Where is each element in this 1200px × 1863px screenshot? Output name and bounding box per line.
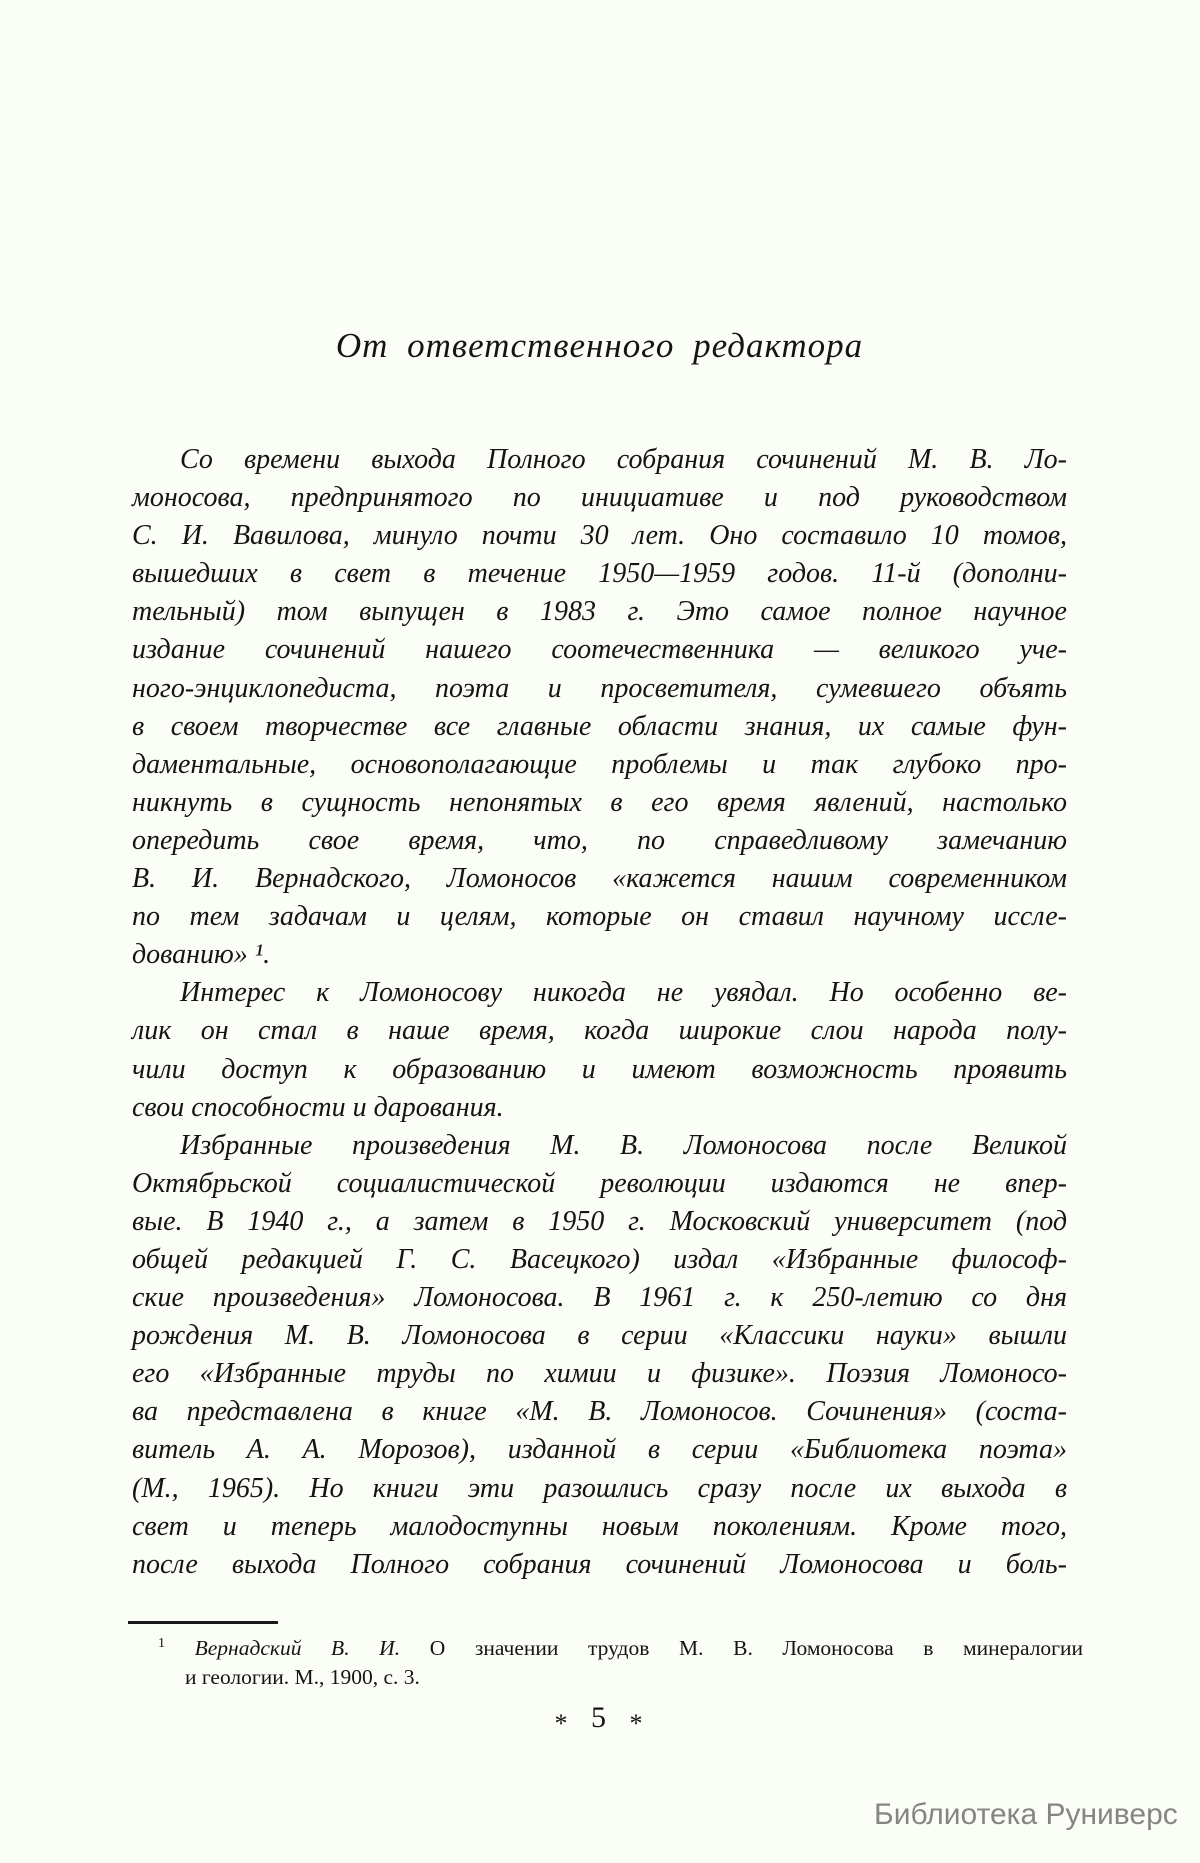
page-number: [132, 1701, 1067, 1738]
text-line: тельный) том выпущен в 1983 г. Это самое полное научное: [132, 596, 1067, 628]
text-line: дованию» ¹.: [132, 939, 271, 971]
text-line: общей редакцией Г. С. Васецкого) издал «Избранные философ-: [132, 1243, 1067, 1275]
asterisk-right: *: [629, 1709, 645, 1738]
text-line: Октябрьской социалистической революции издаются не впер-: [132, 1167, 1067, 1199]
text-line: по тем задачам и целям, которые он ставил научному иссле-: [132, 901, 1067, 933]
page-number-value: 5: [591, 1701, 608, 1734]
text-line: свет и теперь малодоступны новым поколениям. Кроме того,: [132, 1510, 1067, 1542]
text-line: рождения М. В. Ломоносова в серии «Классики науки» вышли: [132, 1320, 1067, 1352]
footnote-rule: [128, 1621, 278, 1624]
text-line: никнуть в сущность непонятых в его время явлений, настолько: [132, 786, 1067, 818]
text-line: в своем творчестве все главные области знания, их самые фун-: [132, 710, 1067, 742]
text-line: В. И. Вернадского, Ломоносов «кажется нашим современником: [132, 863, 1067, 895]
footnote-author: Вернадский В. И.: [194, 1636, 401, 1660]
text-line: (М., 1965). Но книги эти разошлись сразу после их выхода в: [132, 1472, 1067, 1504]
library-watermark: Библиотека Руниверс: [874, 1798, 1178, 1831]
text-line: даментальные, основополагающие проблемы и так глубоко про-: [132, 748, 1067, 780]
footnote-line-1: [158, 1634, 1083, 1663]
text-line: ские произведения» Ломоносова. В 1961 г. к 250-летию со дня: [132, 1282, 1067, 1314]
text-line: вышедших в свет в течение 1950—1959 годов. 11-й (дополни-: [132, 558, 1067, 590]
text-line: издание сочинений нашего соотечественника — великого уче-: [132, 634, 1067, 666]
text-line: его «Избранные труды по химии и физике». Поэзия Ломоносо-: [132, 1358, 1067, 1390]
text-line: свои способности и дарования.: [132, 1091, 504, 1123]
text-line: чили доступ к образованию и имеют возможность проявить: [132, 1053, 1067, 1085]
footnote: [158, 1634, 1083, 1691]
text-line: вые. В 1940 г., а затем в 1950 г. Московский университет (под: [132, 1205, 1067, 1237]
footnote-line-2: и геологии. М., 1900, с. 3.: [185, 1664, 420, 1689]
asterisk-left: *: [554, 1709, 570, 1738]
footnote-text: О значении трудов М. В. Ломоносова в минералогии: [400, 1636, 1084, 1660]
text-line: лик он стал в наше время, когда широкие слои народа полу-: [132, 1015, 1067, 1047]
footnote-marker: 1: [158, 1635, 165, 1651]
text-line: Со времени выхода Полного собрания сочинений М. В. Ло-: [180, 444, 1067, 475]
text-line: Избранные произведения М. В. Ломоносова после Великой: [180, 1129, 1067, 1161]
text-line: моносова, предпринятого по инициативе и под руководством: [132, 482, 1067, 514]
text-line: ва представлена в книге «М. В. Ломоносов. Сочинения» (соста-: [132, 1396, 1067, 1428]
text-line: ного-энциклопедиста, поэта и просветителя, сумевшего объять: [132, 672, 1067, 704]
text-line: после выхода Полного собрания сочинений Ломоносова и боль-: [132, 1548, 1067, 1580]
page-title: От ответственного редактора: [335, 326, 864, 365]
text-line: С. И. Вавилова, минуло почти 30 лет. Оно составило 10 томов,: [132, 520, 1067, 552]
text-line: опередить свое время, что, по справедливому замечанию: [132, 824, 1067, 856]
text-line: витель А. А. Морозов), изданной в серии «Библиотека поэта»: [132, 1434, 1067, 1466]
text-line: Интерес к Ломоносову никогда не увядал. Но особенно ве-: [180, 977, 1067, 1009]
body-text: [132, 441, 1067, 1584]
